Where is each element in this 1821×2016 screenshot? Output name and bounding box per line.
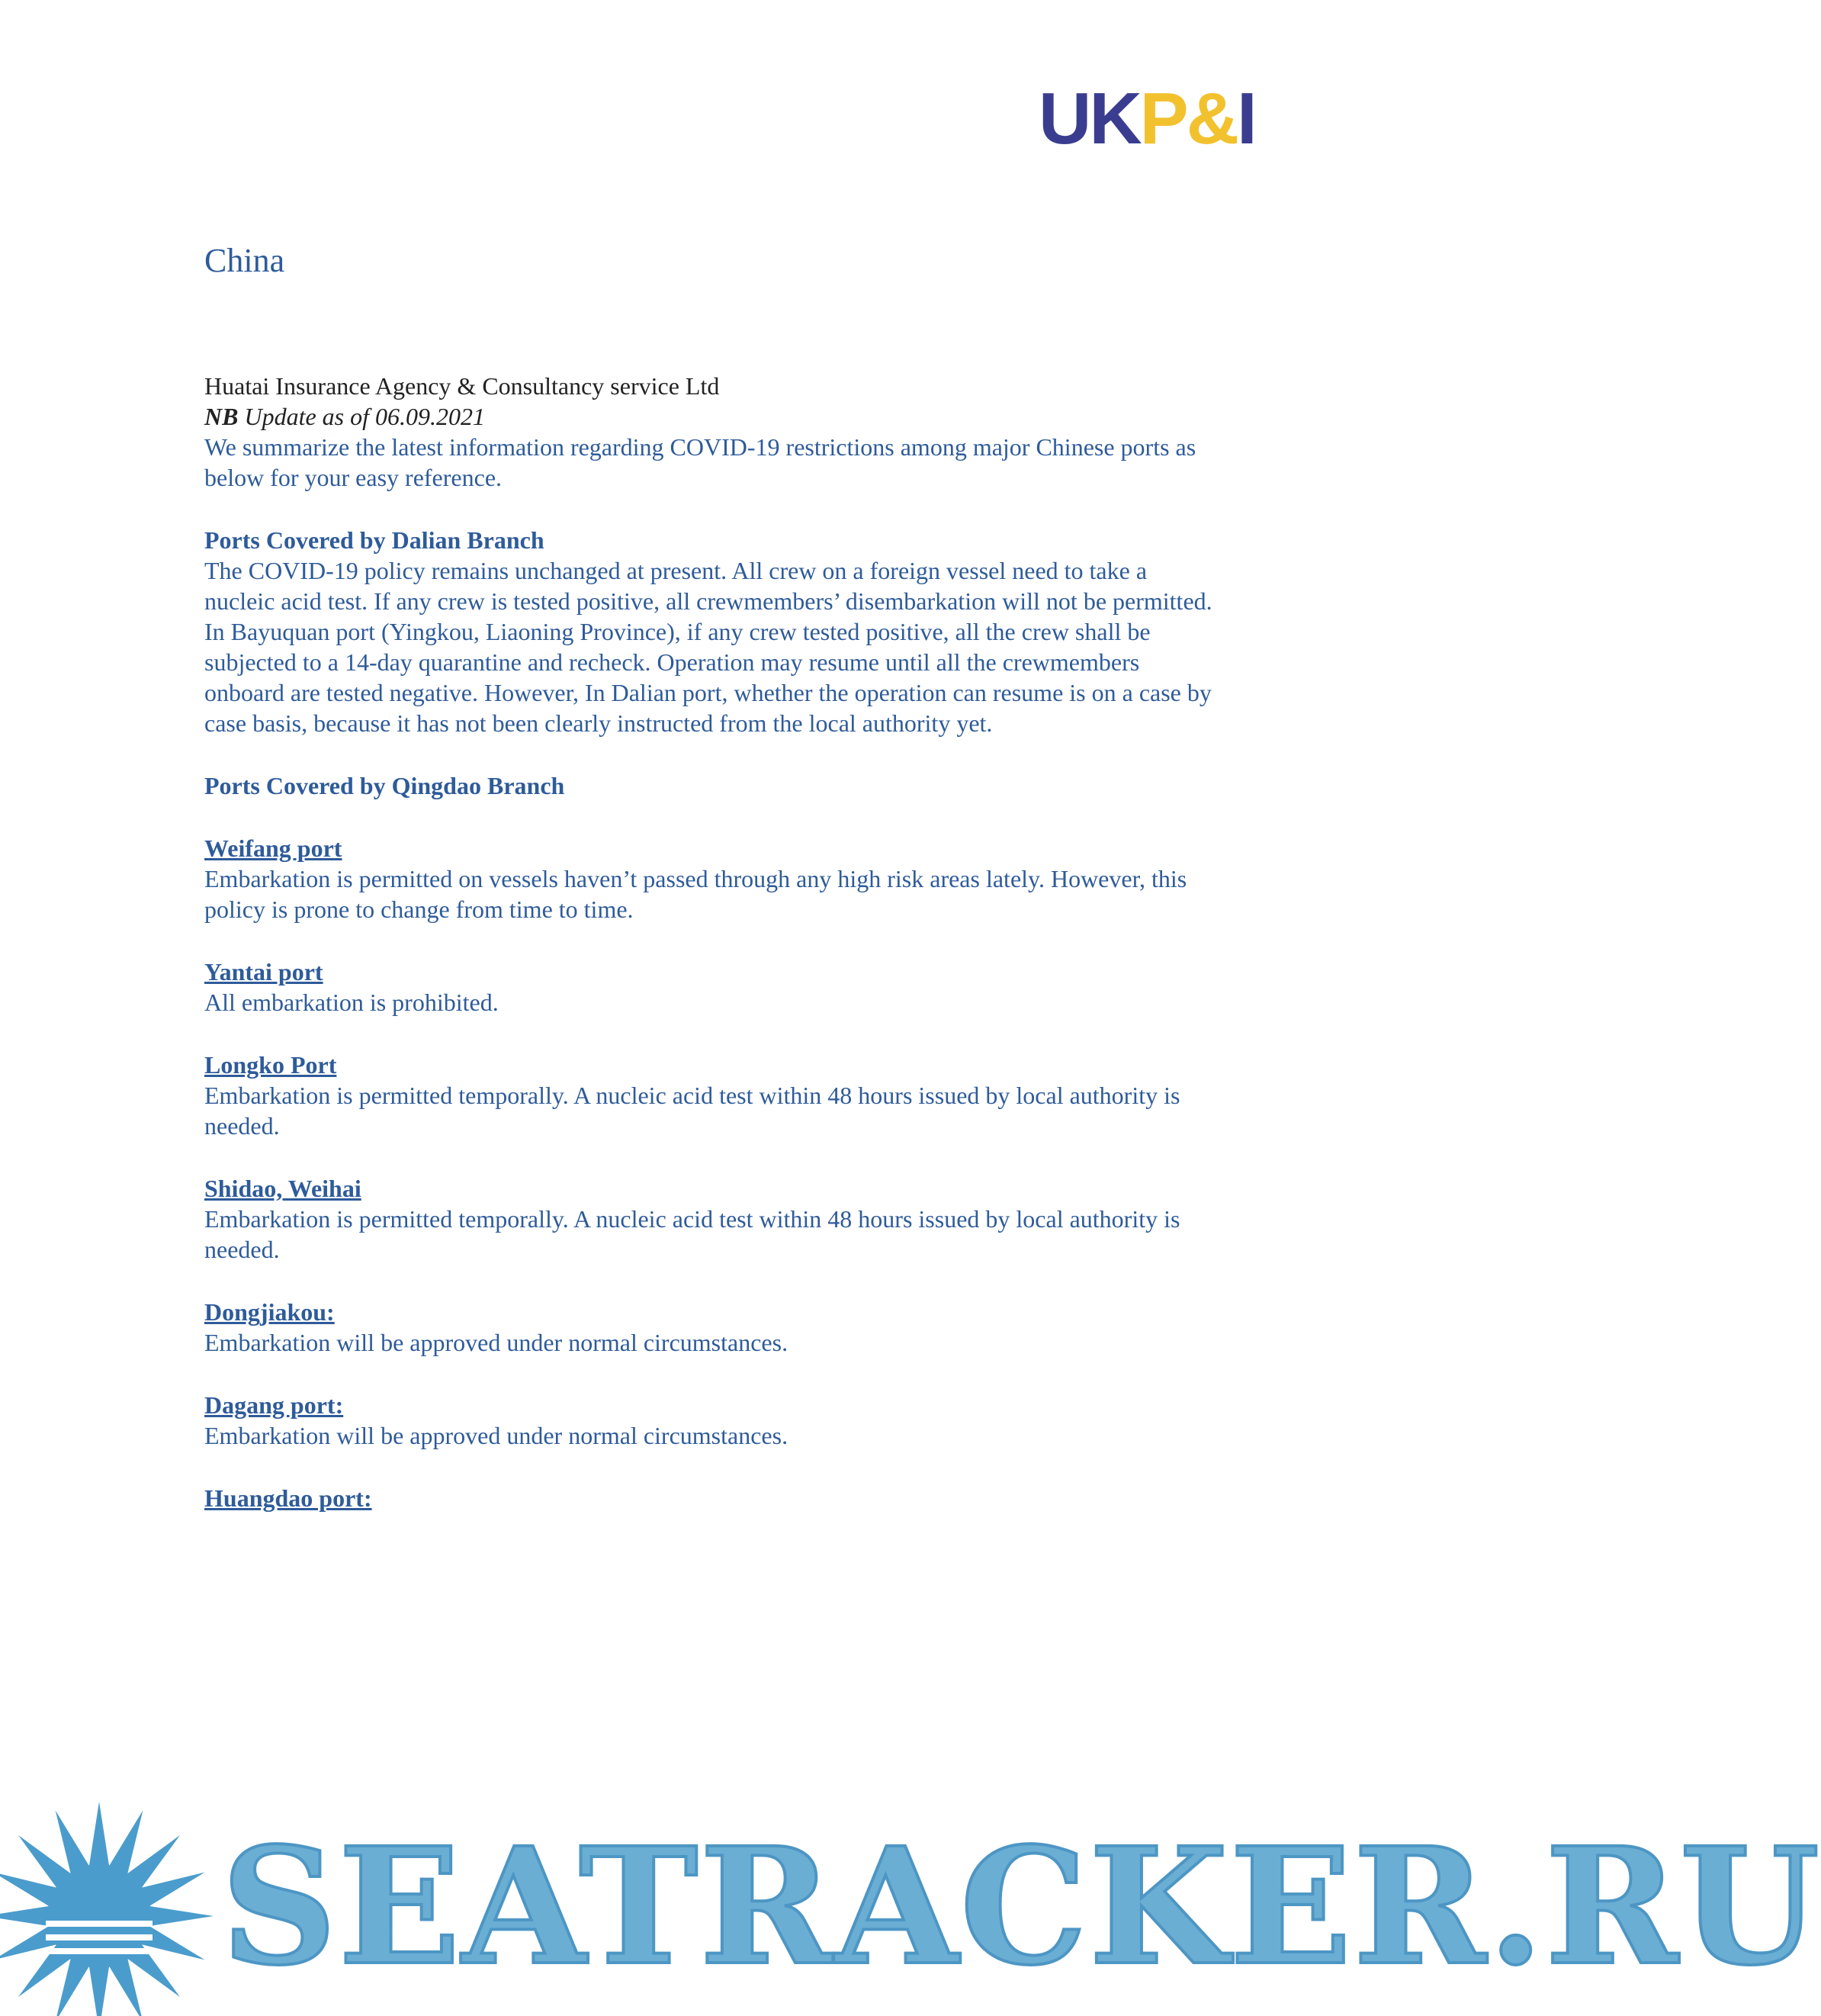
section-dalian-heading: Ports Covered by Dalian Branch <box>204 526 544 554</box>
port-text-dagang: Embarkation will be approved under normal circumstances. <box>204 1422 788 1449</box>
section-qingdao-heading: Ports Covered by Qingdao Branch <box>204 772 565 799</box>
port-heading-huangdao: Huangdao port: <box>204 1484 372 1512</box>
intro-paragraph: We summarize the latest information regarding COVID-19 restrictions among major Chinese ports as below for your easy reference. <box>204 433 1196 491</box>
port-heading-dongjiakou: Dongjiakou: <box>204 1298 335 1326</box>
port-heading-longko: Longko Port <box>204 1051 337 1079</box>
watermark-text: SEATRACKER.RU <box>221 1812 1821 2001</box>
port-text-yantai: All embarkation is prohibited. <box>204 989 499 1016</box>
page-title: China <box>204 242 285 279</box>
port-text-longko: Embarkation is permitted temporally. A nucleic acid test within 48 hours issued by local authority is needed. <box>204 1082 1180 1140</box>
agency-name: Huatai Insurance Agency & Consultancy service Ltd <box>204 372 720 400</box>
ukpi-logo: UKP&I <box>1039 78 1255 159</box>
port-text-shidao: Embarkation is permitted temporally. A nucleic acid test within 48 hours issued by local authority is needed. <box>204 1205 1180 1263</box>
port-heading-dagang: Dagang port: <box>204 1391 344 1419</box>
port-text-dongjiakou: Embarkation will be approved under normal circumstances. <box>204 1329 788 1356</box>
update-date: NB Update as of 06.09.2021 <box>204 403 485 430</box>
document-body <box>204 236 1219 1513</box>
port-heading-yantai: Yantai port <box>204 958 323 985</box>
section-dalian-text: The COVID-19 policy remains unchanged at present. All crew on a foreign vessel need to take a nucleic acid test. If any crew is tested positive, all crewmembers’ disembarkation will not be permitted. In Bayuquan port (Yingkou, Liaoning Province), if any crew tested positive, all the crew shall be subjected to a 14-day quarantine and recheck. Operation may resume until all the crewmembers onboard are tested negative. However, In Dalian port, whether the operation can resume is on a case by case basis, because it has not been clearly instructed from the local authority yet. <box>204 557 1212 737</box>
port-heading-shidao: Shidao, Weihai <box>204 1175 361 1202</box>
port-text-weifang: Embarkation is permitted on vessels haven’t passed through any high risk areas lately. However, this policy is prone to change from time to time. <box>204 865 1187 923</box>
port-heading-weifang: Weifang port <box>204 834 342 862</box>
